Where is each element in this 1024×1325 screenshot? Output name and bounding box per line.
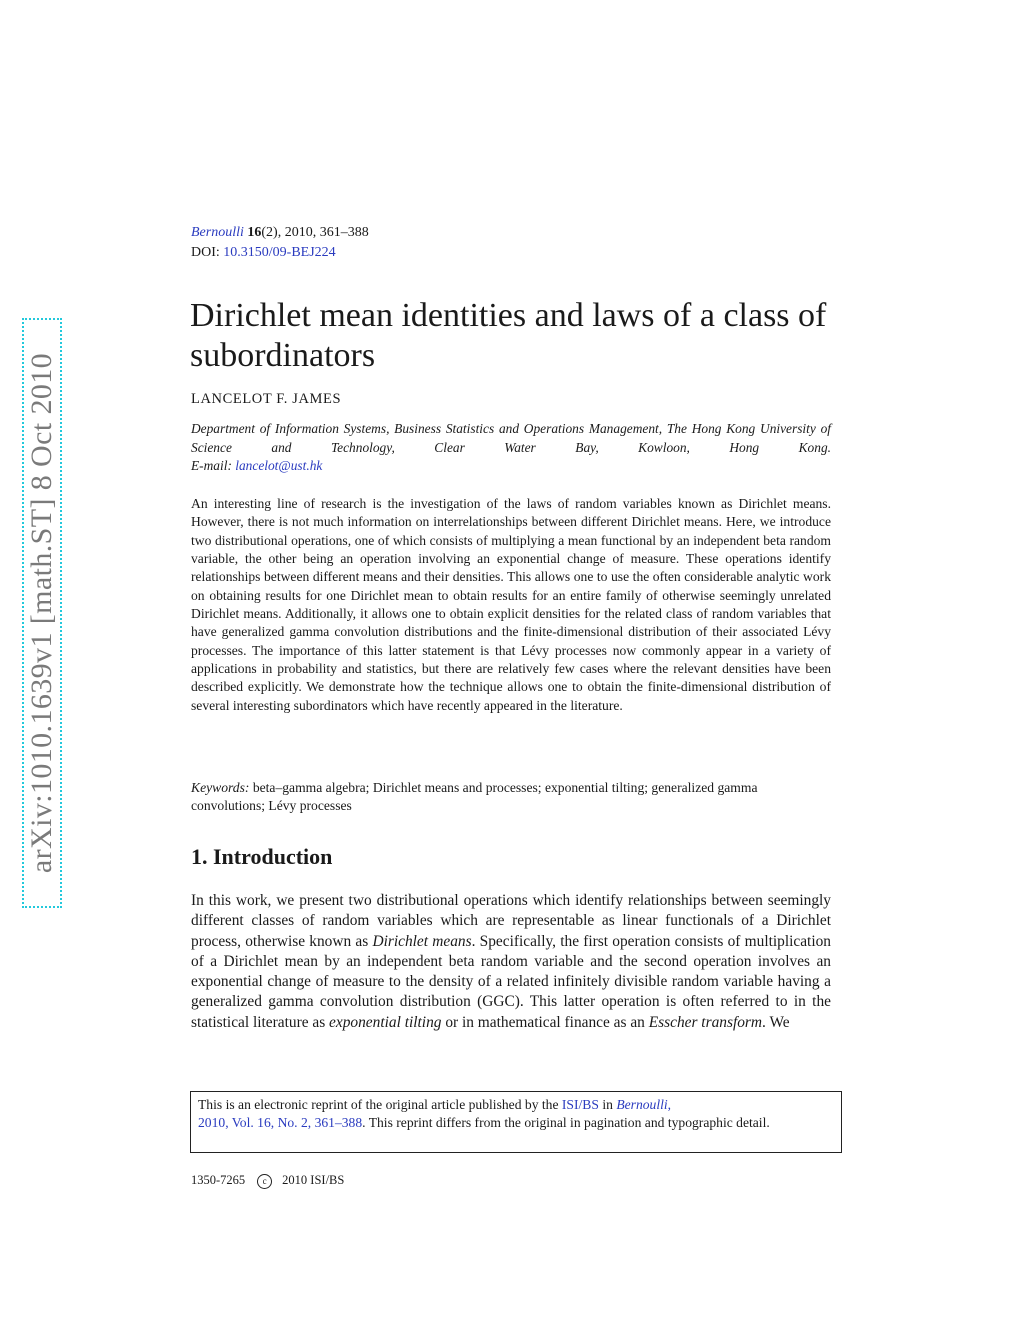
introduction-paragraph <box>191 891 831 1033</box>
intro-term-dirichlet-means: Dirichlet means <box>372 932 472 950</box>
reprint-text-3: . This reprint differs from the original in pagination and typographic detail. <box>362 1115 770 1131</box>
doi-label: DOI: <box>191 245 220 260</box>
paper-title-line-1: Dirichlet mean identities and laws of a class of <box>190 297 827 334</box>
paper-title <box>190 296 840 376</box>
arxiv-identifier-stamp[interactable]: arXiv:1010.1639v1 [math.ST] 8 Oct 2010 <box>22 318 62 908</box>
reprint-journal-link[interactable]: Bernoulli <box>616 1097 668 1112</box>
journal-issue-year-pages: (2), 2010, 361–388 <box>261 225 369 240</box>
journal-volume: 16 <box>247 225 262 240</box>
author-name: LANCELOT F. JAMES <box>191 391 342 407</box>
section-heading-introduction: 1. Introduction <box>191 844 333 869</box>
copyright-text: 2010 ISI/BS <box>282 1173 345 1187</box>
journal-citation <box>191 223 369 243</box>
intro-term-exponential-tilting: exponential tilting <box>329 1013 442 1031</box>
footer-copyright <box>191 1173 344 1189</box>
intro-term-esscher-transform: Esscher transform <box>648 1013 763 1031</box>
reprint-comma: , <box>667 1097 672 1112</box>
email-link[interactable]: lancelot@ust.hk <box>235 458 323 473</box>
keywords-list: beta–gamma algebra; Dirichlet means and processes; exponential tilting; generalized gamma convolutions; Lévy processes <box>191 780 758 814</box>
reprint-text-1: This is an electronic reprint of the original article published by the <box>198 1097 562 1112</box>
paper-title-line-2: subordinators <box>190 337 376 374</box>
intro-text-3: or in mathematical finance as an <box>441 1013 649 1031</box>
copyright-icon: c <box>257 1174 272 1189</box>
keywords <box>191 779 831 816</box>
journal-name-link[interactable]: Bernoulli <box>191 225 244 240</box>
doi-link[interactable]: 10.3150/09-BEJ224 <box>223 245 336 260</box>
reprint-notice-box <box>190 1091 842 1153</box>
reprint-text-2: in <box>598 1097 617 1112</box>
abstract-text: An interesting line of research is the investigation of the laws of random variables known as Dirichlet means. However, there is not much information on interrelationships between different Dirichlet means. Here, we introduce two distributional operations, one of which consists of multiplying a mean functional by an independent beta random variable, the other being an operation involving an exponential change of measure. These operations identify relationships between different means and their densities. This allows one to use the often considerable analytic work on obtaining results for one Dirichlet mean to obtain results for an entire family of otherwise seemingly unrelated Dirichlet means. Additionally, it allows one to obtain explicit densities for the related class of random variables that have generalized gamma convolution distributions and the finite-dimensional distribution of their associated Lévy processes. The importance of this latter statement is that Lévy processes now commonly appear in a variety of applications in probability and statistics, but there are relatively few cases where the relevant densities have been described explicitly. We demonstrate how the technique allows one to obtain the finite-dimensional distribution of several interesting subordinators which have recently appeared in the literature. <box>191 496 831 713</box>
reprint-citation-link[interactable]: 2010, Vol. 16, No. 2, 361–388 <box>198 1115 363 1131</box>
issn-number: 1350-7265 <box>191 1173 246 1187</box>
intro-text-2: . Specifically, the first operation consists of multiplication of a Dirichlet mean by an independent beta random variable and the second operation involves an exponential change of measure to the density of a related infinitely divisible random variable having a generalized gamma convolution distribution (GGC). This latter operation is often referred to in the statistical literature as <box>191 932 831 1031</box>
author-affiliation: Department of Information Systems, Business Statistics and Operations Management, The Hong Kong University of Science and Technology, Clear Water Bay, Kowloon, Hong Kong. <box>191 421 831 455</box>
doi-line <box>191 243 336 263</box>
keywords-label: Keywords: <box>191 780 250 795</box>
intro-text-1: In this work, we present two distributional operations which identify relationships between seemingly different classes of random variables which are representable as linear functionals of a Dirichlet process, otherwise known as <box>191 892 831 950</box>
email-label: E-mail: <box>191 458 232 473</box>
author-email-line <box>191 457 322 476</box>
intro-text-4: . We <box>762 1013 790 1031</box>
publisher-link[interactable]: ISI/BS <box>561 1097 599 1112</box>
